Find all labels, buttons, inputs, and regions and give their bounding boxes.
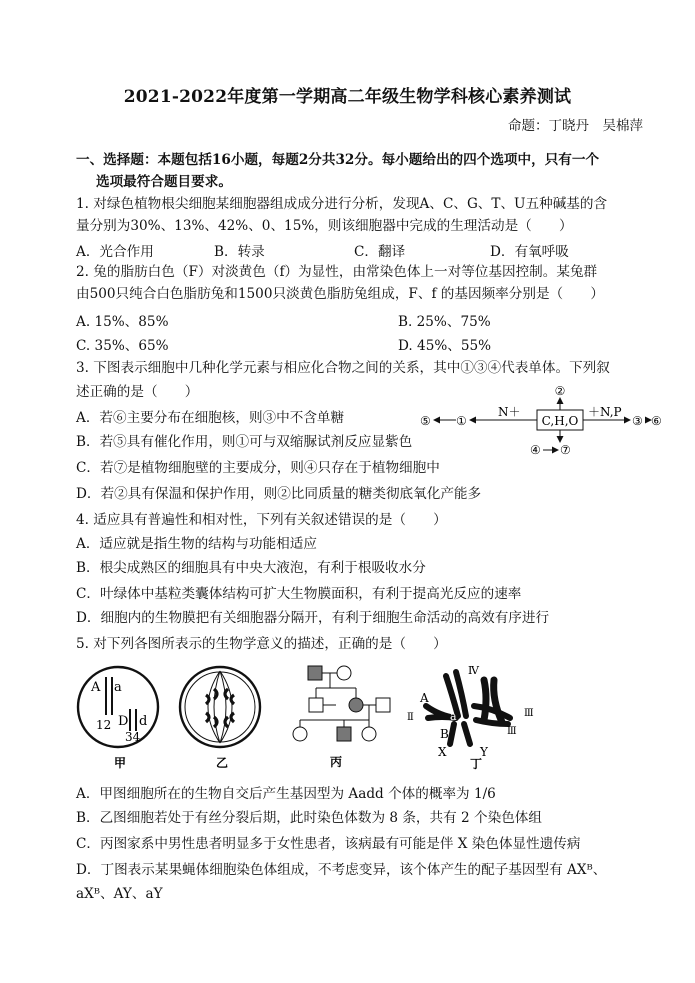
q5-option-d-cont: aXᴮ、AY、aY xyxy=(76,886,163,902)
q2-option-d: D. 45%、55% xyxy=(398,338,492,354)
q4-option-d: D．细胞内的生物膜把有关细胞器分隔开，有利于细胞生命活动的高效有序进行 xyxy=(76,610,550,626)
ding-III-bottom: Ⅲ xyxy=(507,726,517,737)
section-heading-cont: 选项最符合题目要求。 xyxy=(96,174,232,190)
node-4: ④ xyxy=(530,443,541,457)
label-ding: 丁 xyxy=(470,757,483,771)
authors: 命题：丁晓丹 吴棉萍 xyxy=(508,118,643,134)
label-bing: 丙 xyxy=(330,755,343,769)
jia-A: A xyxy=(91,680,101,695)
q3-stem: 3. 下图表示细胞中几种化学元素与相应化合物之间的关系，其中①③④代表单体。下列叙 xyxy=(76,360,610,376)
q2-options-row2 xyxy=(76,334,643,354)
q5-option-b: B．乙图细胞若处于有丝分裂后期，此时染色体数为 8 条，共有 2 个染色体组 xyxy=(76,810,542,826)
q3-option-d: D．若②具有保温和保护作用，则②比同质量的糖类彻底氧化产能多 xyxy=(76,486,482,502)
ding-X: X xyxy=(438,745,447,759)
jia-12: 12 xyxy=(96,718,112,732)
center-label: C,H,O xyxy=(541,414,579,428)
q4-option-c: C．叶绿体中基粒类囊体结构可扩大生物膜面积，有利于提高光反应的速率 xyxy=(76,586,522,602)
q1-option-a: A．光合作用 xyxy=(76,244,154,260)
q2-option-b: B. 25%、75% xyxy=(398,314,491,330)
page-title: 2021-2022年度第一学期高二年级生物学科核心素养测试 xyxy=(123,87,572,107)
q1-stem: 1. 对绿色植物根尖细胞某细胞器组成成分进行分析，发现A、C、G、T、U五种碱基的含 xyxy=(76,196,608,212)
q1-option-c: C．翻译 xyxy=(354,244,406,260)
figure-yi xyxy=(176,665,268,771)
ding-a: a xyxy=(450,710,457,723)
q3-option-c: C．若⑦是植物细胞壁的主要成分，则④只存在于植物细胞中 xyxy=(76,460,440,476)
jia-34: 34 xyxy=(125,730,141,744)
section-heading: 一、选择题：本题包括16小题，每题2分共32分。每小题给出的四个选项中，只有一个 xyxy=(76,152,600,168)
ding-Y: Y xyxy=(480,745,488,759)
figure-jia xyxy=(76,665,166,771)
node-3: ③ xyxy=(632,414,643,428)
q5-option-d: D．丁图表示某果蝇体细胞染色体组成，不考虑变异，该个体产生的配子基因型有 AXᴮ、 xyxy=(76,862,607,878)
ding-B: B xyxy=(440,727,449,741)
jia-d: d xyxy=(139,714,148,729)
q2-stem-cont: 由500只纯合白色脂肪兔和1500只淡黄色脂肪兔组成，F、f 的基因频率分别是（ ） xyxy=(76,286,604,302)
ding-II: Ⅱ xyxy=(407,712,414,723)
right-label: ＋N,P xyxy=(588,405,622,419)
q2-stem: 2. 兔的脂肪白色（F）对淡黄色（f）为显性，由常染色体上一对等位基因控制。某兔群 xyxy=(76,264,598,280)
node-6: ⑥ xyxy=(651,414,662,428)
q3-stem-cont: 述正确的是（ ） xyxy=(76,384,199,400)
q3-option-a: A．若⑥主要分布在细胞核，则③中不含单糖 xyxy=(76,410,345,426)
jia-a: a xyxy=(114,680,122,695)
q4-option-b: B．根尖成熟区的细胞具有中央大液泡，有利于根吸收水分 xyxy=(76,560,426,576)
node-7: ⑦ xyxy=(560,443,571,457)
q2-options-row1 xyxy=(76,310,643,330)
q5-stem: 5. 对下列各图所表示的生物学意义的描述，正确的是（ ） xyxy=(76,636,447,652)
q5-option-a: A．甲图细胞所在的生物自交后产生基因型为 Aadd 个体的概率为 1/6 xyxy=(76,786,496,802)
q1-stem-cont: 量分别为30%、13%、42%、0、15%，则该细胞器中完成的生理活动是（ ） xyxy=(76,218,573,234)
q4-option-a: A．适应就是指生物的结构与功能相适应 xyxy=(76,536,317,552)
q2-option-c: C. 35%、65% xyxy=(76,338,169,354)
figure-bing xyxy=(276,662,398,772)
left-label: N＋ xyxy=(498,405,521,419)
node-2: ② xyxy=(554,384,566,398)
ding-III-right: Ⅲ xyxy=(524,708,534,719)
node-5: ⑤ xyxy=(420,414,431,428)
q1-options xyxy=(76,240,643,260)
figure-ding xyxy=(404,662,544,772)
q3-element-diagram xyxy=(418,384,663,458)
node-1: ① xyxy=(456,414,467,428)
q4-stem: 4. 适应具有普遍性和相对性，下列有关叙述错误的是（ ） xyxy=(76,512,447,528)
q3-option-b: B．若⑤具有催化作用，则①可与双缩脲试剂反应显紫色 xyxy=(76,434,413,450)
ding-IV: Ⅳ xyxy=(468,664,479,677)
label-yi: 乙 xyxy=(216,756,229,770)
q2-option-a: A. 15%、85% xyxy=(76,314,169,330)
q1-option-b: B．转录 xyxy=(214,244,265,260)
q1-option-d: D．有氧呼吸 xyxy=(490,244,569,260)
ding-A: A xyxy=(420,691,429,705)
q5-option-c: C．丙图家系中男性患者明显多于女性患者，该病最有可能是伴 X 染色体显性遗传病 xyxy=(76,836,581,852)
label-jia: 甲 xyxy=(114,756,127,770)
jia-D: D xyxy=(118,714,129,729)
